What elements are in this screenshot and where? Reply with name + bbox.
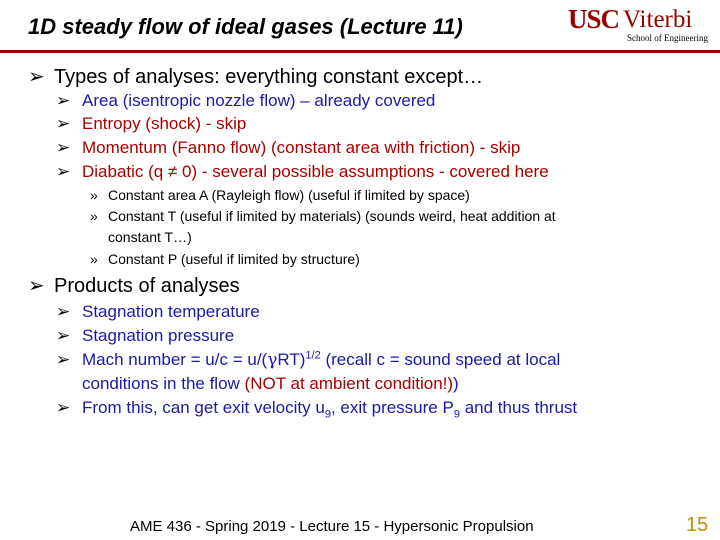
sub-constant-t-text: Constant T (useful if limited by materials) (sounds weird, heat addition at xyxy=(108,208,556,224)
type-entropy-text: Entropy (shock) - skip xyxy=(82,114,247,133)
logo-usc: USC xyxy=(568,4,620,34)
mach-text-c: (recall c = sound speed at local xyxy=(320,350,561,369)
logo-school: School of Engineering xyxy=(627,33,708,43)
bullet-stag-temp xyxy=(56,302,260,322)
stag-press-text: Stagnation pressure xyxy=(82,326,235,345)
bullet-type-entropy xyxy=(56,114,246,134)
arrow-bullet-icon: ➢ xyxy=(56,91,71,110)
mach-cont-text-red: (NOT at ambient condition!) xyxy=(244,374,454,393)
arrow-bullet-icon: ➢ xyxy=(56,138,71,157)
mach-text-b: RT) xyxy=(277,350,306,369)
exit-text-b: , exit pressure P xyxy=(330,398,454,417)
sub-bullet-constant-t xyxy=(90,208,556,224)
types-heading-text: Types of analyses: everything constant except… xyxy=(54,66,484,88)
arrow-bullet-icon: ➢ xyxy=(28,275,45,297)
mach-text-a: Mach number = u/c = u/( xyxy=(82,350,268,369)
type-diabatic-text: Diabatic (q ≠ 0) - several possible assumptions - covered here xyxy=(82,162,549,181)
bullet-types-heading xyxy=(28,64,483,89)
exit-subscript-2: 9 xyxy=(453,408,460,421)
type-momentum-text: Momentum (Fanno flow) (constant area with friction) - skip xyxy=(82,138,521,157)
mach-exponent: 1/2 xyxy=(305,349,321,362)
bullet-stag-press xyxy=(56,326,234,346)
raquo-bullet-icon: » xyxy=(90,208,98,224)
mach-cont-text-b: ) xyxy=(453,374,459,393)
arrow-bullet-icon: ➢ xyxy=(56,326,71,345)
slide-title: 1D steady flow of ideal gases (Lecture 11) xyxy=(28,14,463,39)
type-area-text: Area (isentropic nozzle flow) – already covered xyxy=(82,91,436,110)
logo-viterbi: Viterbi xyxy=(623,6,693,33)
slide-footer: AME 436 - Spring 2019 - Lecture 15 - Hypersonic Propulsion xyxy=(130,518,534,535)
page-number: 15 xyxy=(686,514,709,536)
sub-bullet-constant-p xyxy=(90,251,360,267)
exit-text-c: and thus thrust xyxy=(459,398,578,417)
bullet-type-diabatic xyxy=(56,162,549,182)
sub-constant-p-text: Constant P (useful if limited by structure) xyxy=(108,251,360,267)
bullet-type-area xyxy=(56,91,435,111)
arrow-bullet-icon: ➢ xyxy=(56,162,71,181)
sub-constant-t-cont-text: constant T…) xyxy=(108,229,192,245)
bullet-mach-cont xyxy=(82,374,459,394)
arrow-bullet-icon: ➢ xyxy=(28,66,45,88)
sub-rayleigh-text: Constant area A (Rayleigh flow) (useful if limited by space) xyxy=(108,187,470,203)
raquo-bullet-icon: » xyxy=(90,187,98,203)
sub-bullet-rayleigh xyxy=(90,187,470,203)
title-divider xyxy=(0,50,720,53)
arrow-bullet-icon: ➢ xyxy=(56,350,71,369)
bullet-exit xyxy=(56,398,578,421)
arrow-bullet-icon: ➢ xyxy=(56,114,71,133)
usc-viterbi-logo xyxy=(568,4,714,46)
arrow-bullet-icon: ➢ xyxy=(56,302,71,321)
arrow-bullet-icon: ➢ xyxy=(56,398,71,417)
stag-temp-text: Stagnation temperature xyxy=(82,302,260,321)
exit-text-a: From this, can get exit velocity u xyxy=(82,398,325,417)
mach-cont-text-a: conditions in the flow xyxy=(82,374,245,393)
raquo-bullet-icon: » xyxy=(90,251,98,267)
bullet-products-heading xyxy=(28,273,240,298)
gamma-symbol: γ xyxy=(267,350,278,370)
bullet-type-momentum xyxy=(56,138,520,158)
products-heading-text: Products of analyses xyxy=(54,275,240,297)
exit-subscript-1: 9 xyxy=(324,408,331,421)
sub-bullet-constant-t-cont xyxy=(108,229,192,245)
bullet-mach xyxy=(56,350,560,370)
